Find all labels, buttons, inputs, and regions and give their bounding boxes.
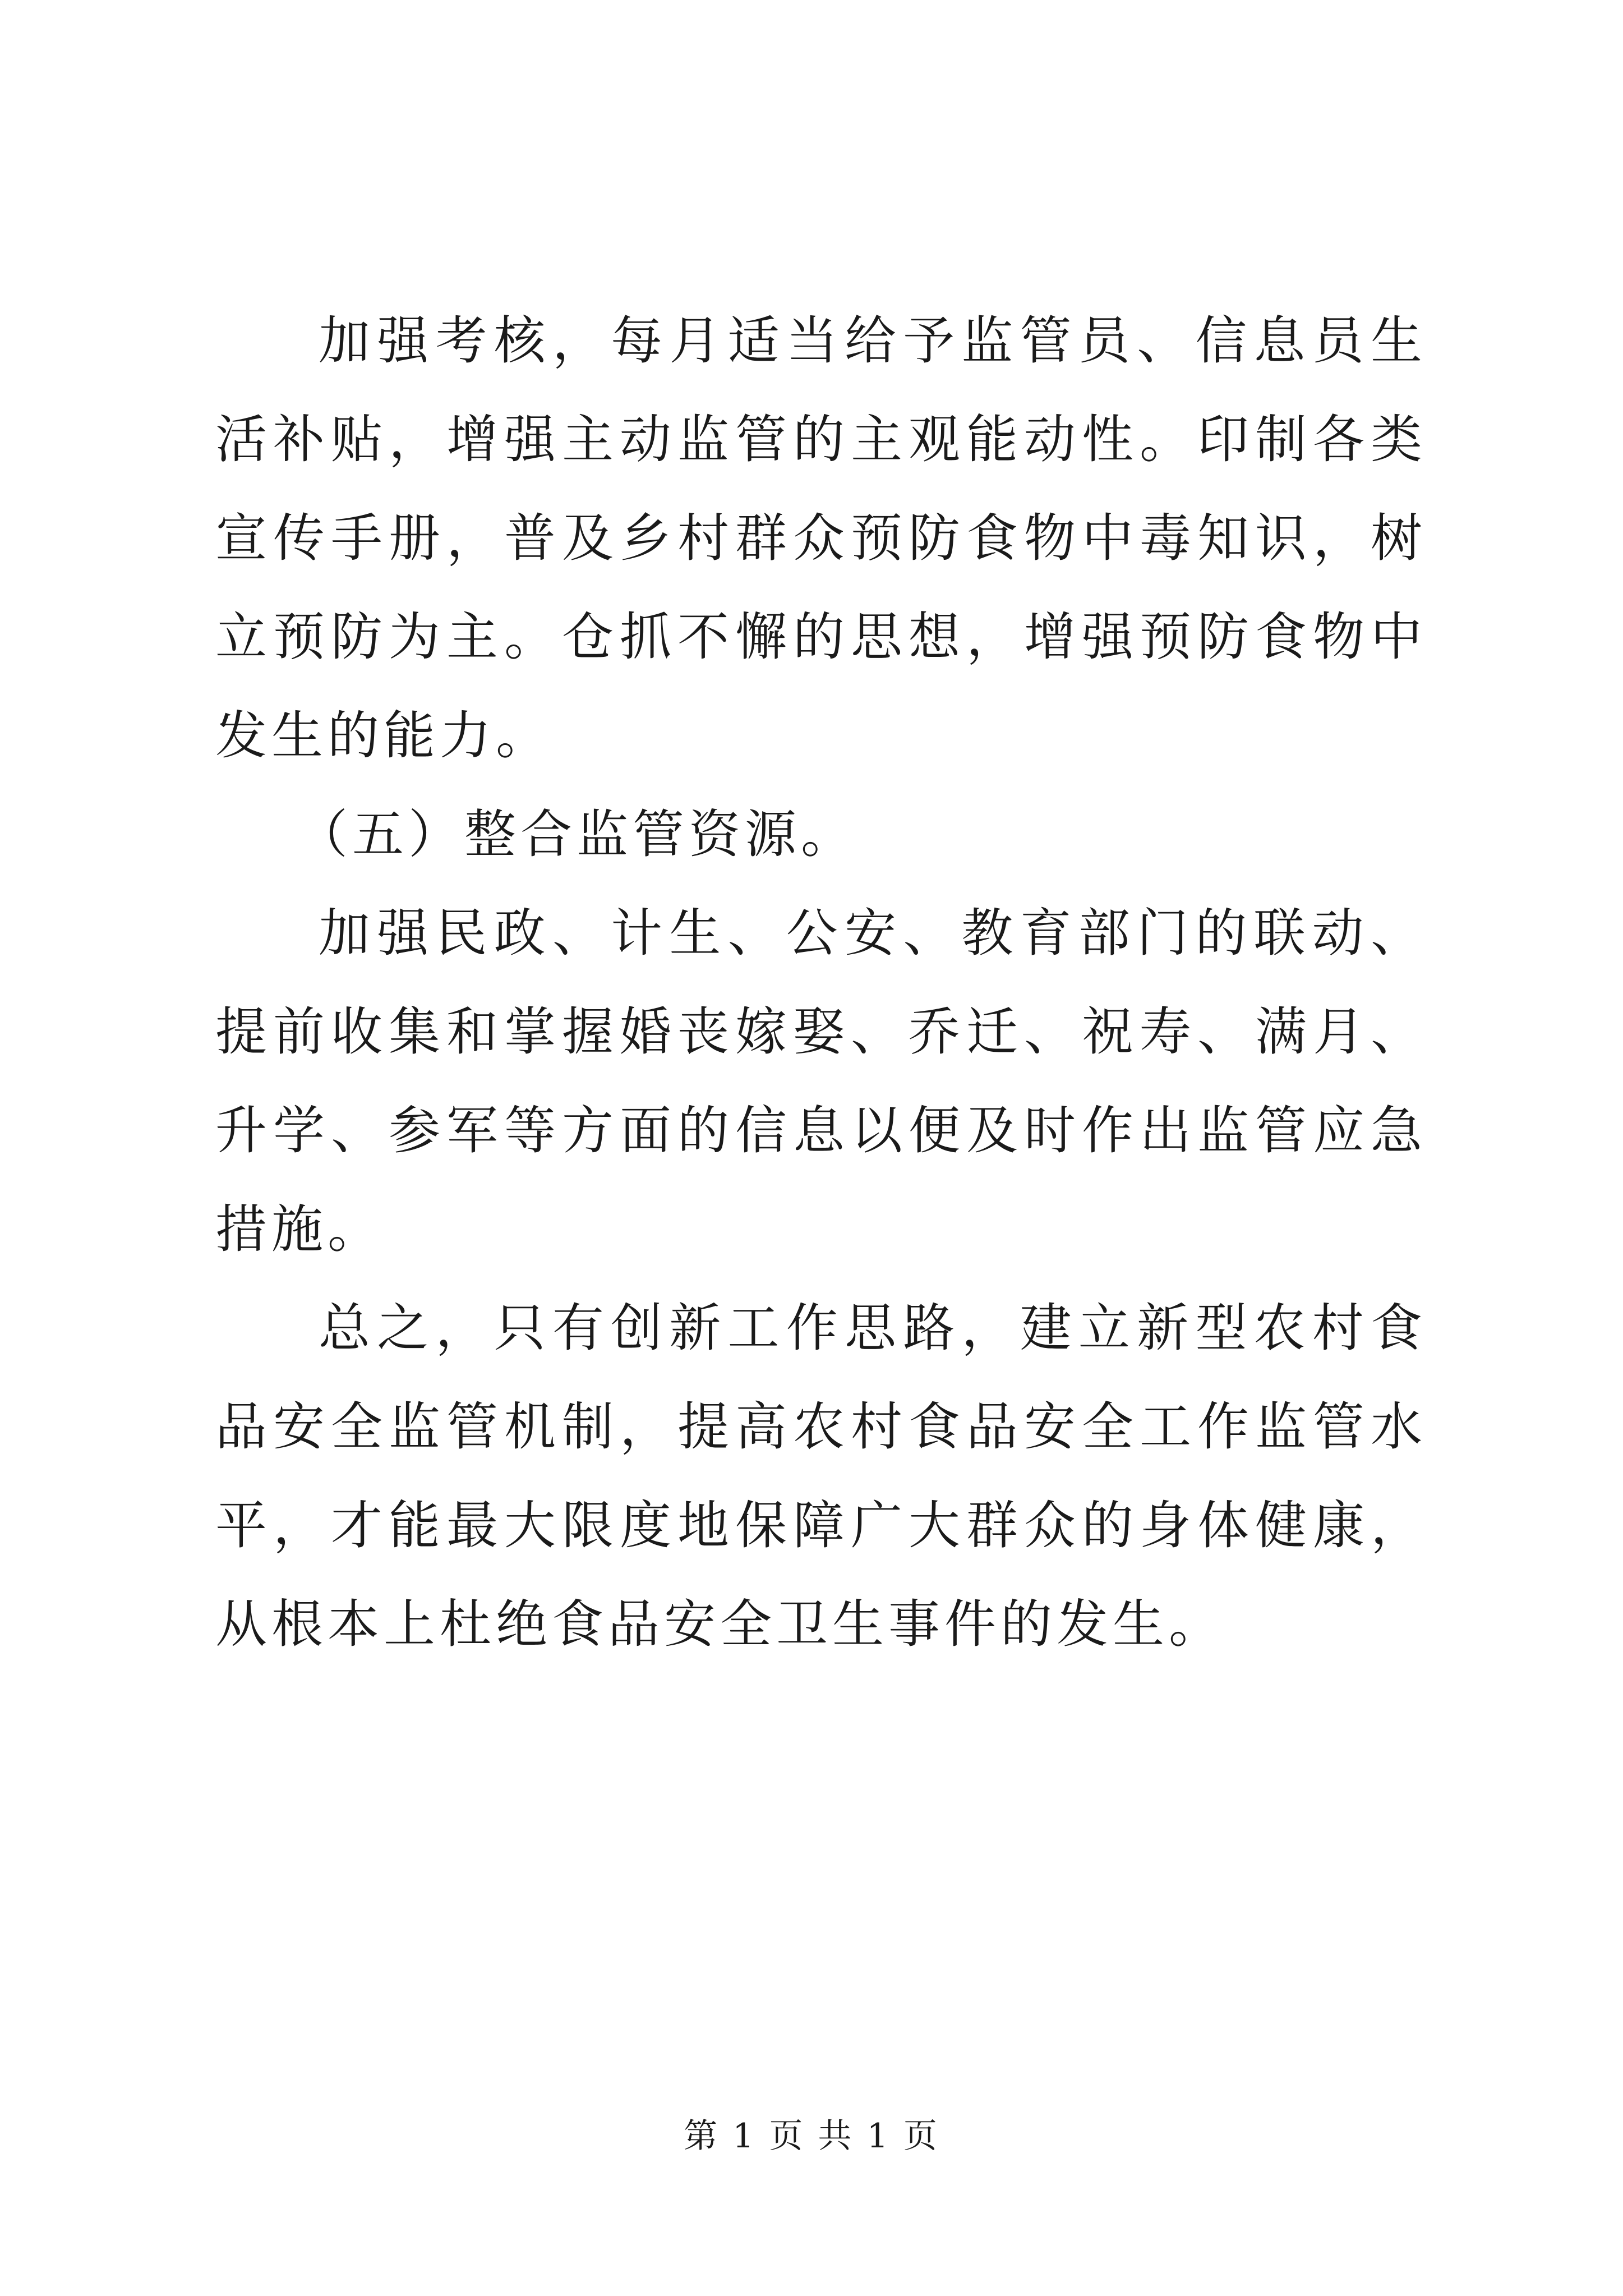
section-heading-integrate-resources: （五）整合监管资源。 — [296, 804, 857, 864]
paragraph-conclusion: 总之，只有创新工作思路，建立新型农村食品安全监管机制，提高农村食品安全工作监管水平，才能最大限度地保障广大群众的身体健康，从根本上杜绝食品安全卫生事件的发生。 — [215, 1298, 1427, 1654]
document-body — [215, 292, 1427, 1674]
paragraph-department-linkage: 加强民政、计生、公安、教育部门的联动、提前收集和掌握婚丧嫁娶、乔迁、祝寿、满月、升学、参军等方面的信息以便及时作出监管应急措施。 — [215, 903, 1427, 1259]
paragraph-assessment: 加强考核，每月适当给予监管员、信息员生活补贴，增强主动监管的主观能动性。印制各类宣传手册，普及乡村群众预防食物中毒知识，树立预防为主。仓抓不懈的思想，增强预防食物中发生的能力。 — [215, 311, 1427, 766]
page-number-footer: 第 1 页 共 1 页 — [684, 2116, 939, 2156]
